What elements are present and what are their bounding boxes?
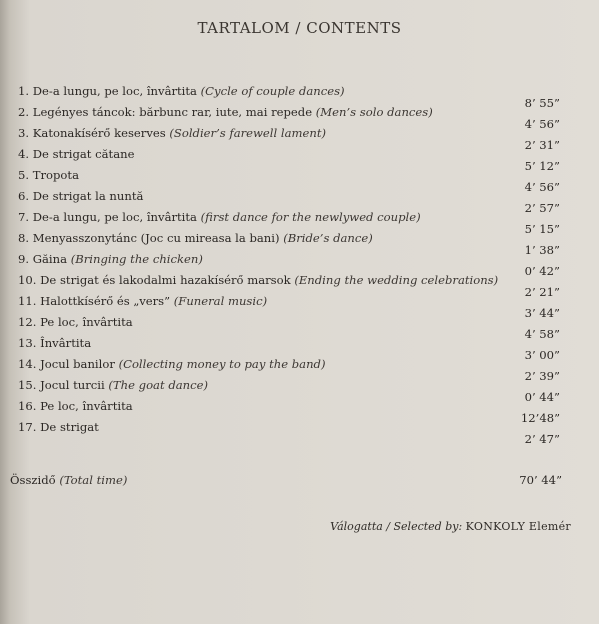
track-name: Tropota [32,168,79,182]
track-title [18,189,143,203]
page-title: TARTALOM / CONTENTS [197,19,402,37]
track-note: (Funeral music) [173,294,268,308]
track-duration: 2’ 39” [524,369,560,383]
track-name: Învârtita [40,336,92,350]
track-name: Pe loc, învârtita [40,315,133,329]
credit-prefix: Válogatta / Selected by: [330,520,463,533]
track-number: 17. [18,420,37,434]
track-number: 8. [18,231,30,245]
track-list [18,84,578,446]
track-number: 14. [18,357,37,371]
track-row [18,378,578,404]
track-duration: 2’ 47” [524,432,560,446]
track-title [18,399,133,413]
track-note: (first dance for the newlywed couple) [200,210,421,224]
track-title [18,168,79,182]
track-note: (Bride’s dance) [283,231,373,245]
track-name: De-a lungu, pe loc, învârtita [32,84,197,98]
track-number: 3. [18,126,30,140]
track-note: (Cycle of couple dances) [200,84,345,98]
track-number: 13. [18,336,37,350]
track-number: 10. [18,273,37,287]
track-row [18,168,578,194]
track-duration: 5’ 12” [524,159,560,173]
track-duration: 0’ 44” [524,390,560,404]
track-name: Jocul banilor [40,357,115,371]
track-title [18,315,133,329]
track-row [18,420,578,446]
total-label: Összidő (Total time) [10,473,128,487]
track-name: De strigat cătane [32,147,135,161]
track-row [18,126,578,152]
track-row [18,273,578,299]
track-duration: 8’ 55” [524,96,560,110]
track-title [18,420,99,434]
track-row [18,294,578,320]
track-name: Halottkísérő és „vers” [40,294,171,308]
track-note: (Collecting money to pay the band) [118,357,326,371]
track-note: (Men’s solo dances) [315,105,433,119]
track-duration: 1’ 38” [524,243,560,257]
track-name: De strigat [40,420,99,434]
track-title [18,210,421,224]
track-number: 4. [18,147,30,161]
track-title [18,105,433,119]
total-note: (Total time) [59,473,128,487]
track-name: Jocul turcii [40,378,105,392]
track-row [18,315,578,341]
track-number: 11. [18,294,37,308]
track-number: 12. [18,315,37,329]
track-row [18,147,578,173]
track-name: De strigat la nuntă [32,189,144,203]
track-title [18,336,91,350]
track-row [18,336,578,362]
track-row [18,231,578,257]
credit-line [330,520,571,533]
track-row [18,357,578,383]
track-number: 15. [18,378,37,392]
track-duration: 12’48” [520,411,560,425]
track-title [18,357,326,371]
track-title [18,231,373,245]
track-row [18,84,578,110]
track-title [18,294,267,308]
track-number: 6. [18,189,30,203]
track-number: 2. [18,105,30,119]
track-title [18,252,203,266]
track-number: 7. [18,210,30,224]
track-number: 5. [18,168,30,182]
track-name: Legényes táncok: bărbunc rar, iute, mai repede [32,105,313,119]
track-note: (The goat dance) [108,378,208,392]
track-name: Katonakísérő keserves [32,126,166,140]
track-duration: 4’ 58” [524,327,560,341]
track-name: De-a lungu, pe loc, învârtita [32,210,197,224]
track-duration: 0’ 42” [524,264,560,278]
track-number: 16. [18,399,37,413]
total-time: 70’ 44” [519,473,562,487]
track-title [18,84,345,98]
track-duration: 4’ 56” [524,117,560,131]
track-row [18,252,578,278]
track-duration: 4’ 56” [524,180,560,194]
track-duration: 3’ 00” [524,348,560,362]
track-row [18,189,578,215]
track-name: De strigat és lakodalmi hazakísérő marsok [40,273,291,287]
total-row [10,473,572,493]
track-number: 9. [18,252,30,266]
track-title [18,378,208,392]
track-name: Găina [32,252,68,266]
track-note: (Soldier’s farewell lament) [169,126,327,140]
track-name: Menyasszonytánc (Joc cu mireasa la bani) [32,231,280,245]
track-note: (Bringing the chicken) [70,252,203,266]
track-duration: 2’ 21” [524,285,560,299]
track-duration: 5’ 15” [524,222,560,236]
track-row [18,210,578,236]
track-row [18,399,578,425]
track-title [18,147,134,161]
track-note: (Ending the wedding celebrations) [294,273,499,287]
track-duration: 2’ 57” [524,201,560,215]
track-title [18,273,498,287]
track-duration: 2’ 31” [524,138,560,152]
credit-name: KONKOLY Elemér [465,520,571,533]
track-duration: 3’ 44” [524,306,560,320]
track-row [18,105,578,131]
track-name: Pe loc, învârtita [40,399,133,413]
track-number: 1. [18,84,30,98]
track-title [18,126,326,140]
